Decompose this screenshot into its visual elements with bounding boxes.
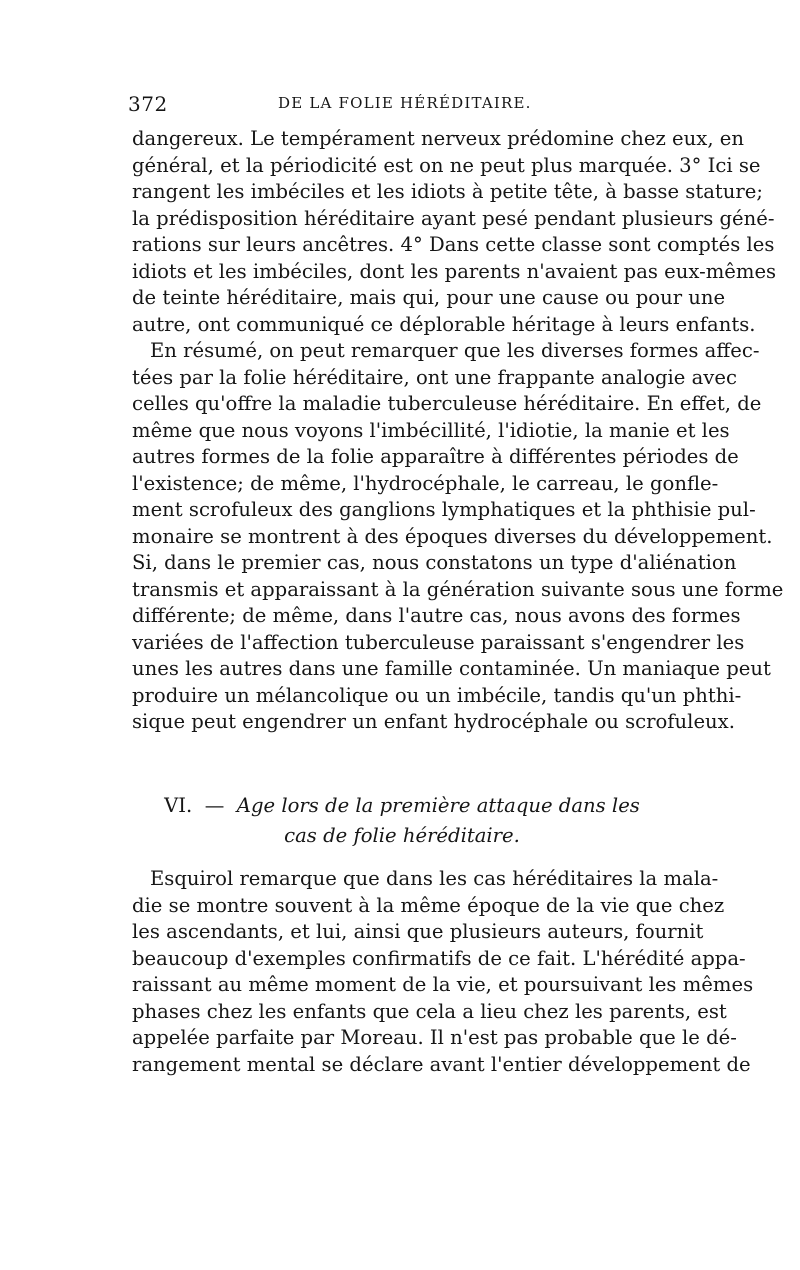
- text-line: transmis et apparaissant à la génération suivante sous une forme: [132, 577, 784, 601]
- text-line: l'existence; de même, l'hydrocéphale, le carreau, le gonfle-: [132, 471, 719, 495]
- text-line: celles qu'offre la maladie tuberculeuse héréditaire. En effet, de: [132, 392, 762, 415]
- page-header: [128, 92, 674, 116]
- paragraph-1: [132, 126, 777, 338]
- running-head: DE LA FOLIE HÉRÉDITAIRE.: [278, 94, 532, 112]
- text-line: différente; de même, dans l'autre cas, nous avons des formes: [132, 604, 741, 627]
- section-title-part-2: cas de folie héréditaire.: [284, 824, 520, 847]
- paragraph-2: [132, 338, 784, 736]
- text-line: monaire se montrent à des époques diverses du développement.: [132, 524, 773, 548]
- text-line: beaucoup d'exemples confirmatifs de ce fait. L'hérédité appa-: [132, 946, 746, 970]
- section-title-part-1: Age lors de la première attaque dans les: [236, 794, 640, 817]
- text-line: tées par la folie héréditaire, ont une frappante analogie avec: [132, 365, 737, 389]
- text-line: variées de l'affection tuberculeuse paraissant s'engendrer les: [132, 630, 745, 654]
- text-line: Esquirol remarque que dans les cas héréditaires la mala-: [150, 867, 719, 890]
- text-line: ment scrofuleux des ganglions lymphatiques et la phthisie pul-: [132, 498, 756, 521]
- text-line: die se montre souvent à la même époque de la vie que chez: [132, 893, 725, 917]
- text-line: même que nous voyons l'imbécillité, l'idiotie, la manie et les: [132, 418, 730, 442]
- text-line: autre, ont communiqué ce déplorable héritage à leurs enfants.: [132, 312, 756, 336]
- section-dash: —: [204, 794, 225, 817]
- text-line: rations sur leurs ancêtres. 4° Dans cette classe sont comptés les: [132, 233, 775, 256]
- text-line: raissant au même moment de la vie, et poursuivant les mêmes: [132, 973, 754, 996]
- text-line: général, et la périodicité est on ne peut plus marquée. 3° Ici se: [132, 153, 761, 177]
- text-line: la prédisposition héréditaire ayant pesé pendant plusieurs géné-: [132, 206, 775, 230]
- text-line: unes les autres dans une famille contaminée. Un maniaque peut: [132, 657, 771, 680]
- text-line: les ascendants, et lui, ainsi que plusieurs auteurs, fournit: [132, 920, 704, 943]
- text-line: Si, dans le premier cas, nous constatons un type d'aliénation: [132, 551, 737, 574]
- paragraph-3: [132, 866, 754, 1078]
- text-line: appelée parfaite par Moreau. Il n'est pas probable que le dé-: [132, 1026, 737, 1049]
- section-heading: [132, 791, 672, 851]
- section-number: VI.: [164, 794, 193, 817]
- text-line: dangereux. Le tempérament nerveux prédomine chez eux, en: [132, 127, 744, 150]
- page-number: 372: [128, 92, 168, 116]
- text-line: rangement mental se déclare avant l'entier développement de: [132, 1052, 751, 1076]
- text-line: autres formes de la folie apparaître à différentes périodes de: [132, 445, 739, 468]
- text-line: de teinte héréditaire, mais qui, pour une cause ou pour une: [132, 286, 726, 309]
- text-line: En résumé, on peut remarquer que les diverses formes affec-: [150, 339, 760, 362]
- section-heading-line-1: [132, 791, 672, 821]
- text-line: idiots et les imbéciles, dont les parents n'avaient pas eux-mêmes: [132, 259, 777, 283]
- text-line: sique peut engendrer un enfant hydrocéphale ou scrofuleux.: [132, 710, 735, 733]
- section-heading-line-2: [132, 821, 672, 851]
- text-line: produire un mélancolique ou un imbécile, tandis qu'un phthi-: [132, 683, 742, 707]
- text-line: rangent les imbéciles et les idiots à petite tête, à basse stature;: [132, 180, 763, 203]
- text-line: phases chez les enfants que cela a lieu chez les parents, est: [132, 999, 727, 1023]
